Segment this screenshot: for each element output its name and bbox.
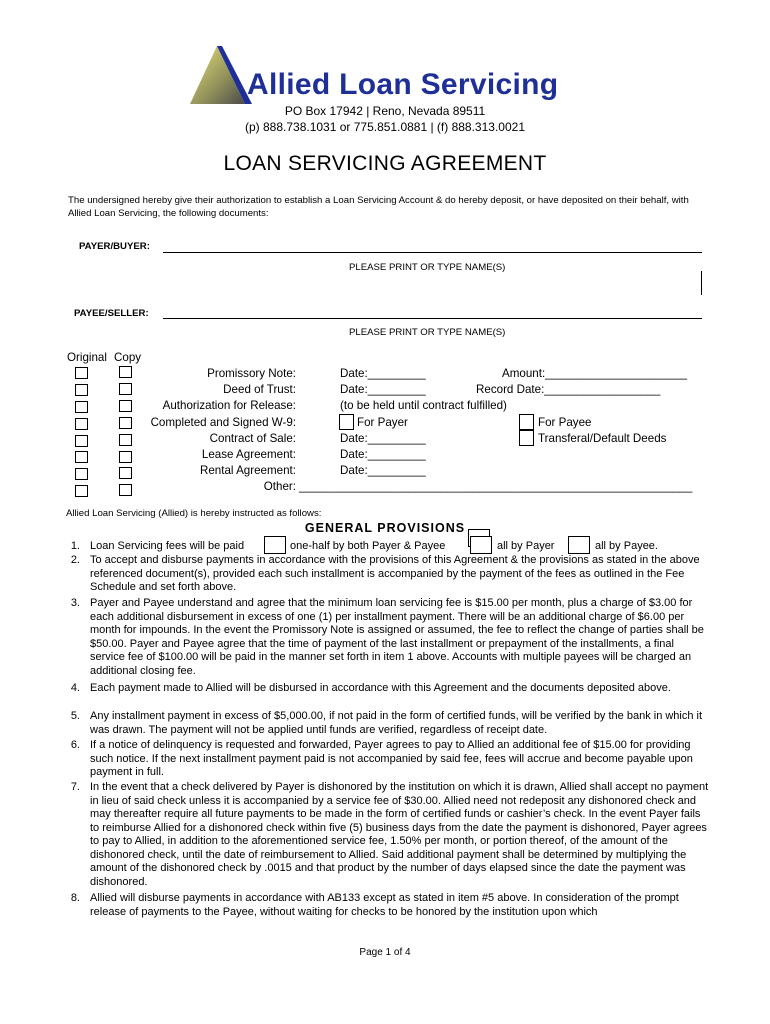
original-checkbox[interactable] [75, 435, 88, 447]
original-checkbox[interactable] [75, 384, 88, 396]
provision-text: Payer and Payee understand and agree that the minimum loan servicing fee is $15.00 per month, plus a charge of $3.00 for each additional disbursement in excess of one (1) per installment payment. There will be an additional charge of $6.00 per month for impounds. In the event the Promissory Note is assigned or assumed, the fee to reflect the change of parties shall be $50.00. Payer and Payee agree that the time of payment of the last installment or prepayment of the installments, a final service fee of $100.00 will be paid in the manner set forth in item 1 above. Accounts with multiple payees will be charged an additional closing fee. [90, 597, 704, 677]
page-number: Page 1 of 4 [359, 947, 411, 958]
provision-number: 8. [70, 892, 80, 904]
copy-checkbox[interactable] [119, 417, 132, 429]
copy-checkbox[interactable] [119, 366, 132, 378]
copy-checkbox[interactable] [119, 400, 132, 412]
original-checkbox[interactable] [75, 367, 88, 379]
original-checkbox[interactable] [75, 485, 88, 497]
contract-of-sale-date[interactable]: Date:_________ [340, 432, 426, 445]
instructed-text: Allied Loan Servicing (Allied) is hereby instructed as follows: [66, 508, 322, 519]
page-title: LOAN SERVICING AGREEMENT [223, 152, 547, 175]
w9-payer-label: For Payer [357, 416, 408, 429]
w9-payee-label: For Payee [538, 416, 592, 429]
document-label: Completed and Signed W-9: [150, 416, 296, 429]
transferal-deeds-checkbox[interactable] [519, 430, 534, 446]
provision-number: 7. [70, 781, 80, 793]
document-label: Lease Agreement: [201, 448, 296, 461]
provision-number: 6. [70, 739, 80, 751]
payer-hint: PLEASE PRINT OR TYPE NAME(S) [349, 262, 506, 273]
company-phones: (p) 888.738.1031 or 775.851.0881 | (f) 888.313.0021 [244, 120, 525, 134]
intro-paragraph: The undersigned hereby give their authorization to establish a Loan Servicing Account & do hereby deposit, or have deposited on their behalf, with Allied Loan Servicing, the following documents: [68, 195, 689, 219]
payer-name-line[interactable] [163, 252, 702, 253]
document-label: Rental Agreement: [199, 464, 296, 477]
provision-number: 5. [70, 710, 80, 722]
original-column-header: Original [67, 351, 107, 364]
transferal-deeds-label: Transferal/Default Deeds [538, 432, 667, 445]
company-address: PO Box 17942 | Reno, Nevada 89511 [284, 104, 486, 118]
provision-text: If a notice of delinquency is requested and forwarded, Payer agrees to pay to Allied an additional fee of $15.00 for providing such notice. If the next installment payment paid is not accompanied by said fee, fees will accrue and become payable upon payment in full. [90, 739, 693, 778]
provision-number: 3. [70, 597, 80, 609]
copy-checkbox[interactable] [119, 467, 132, 479]
copy-checkbox[interactable] [119, 434, 132, 446]
provision-number: 2. [70, 554, 80, 566]
rental-agreement-date[interactable]: Date:_________ [340, 464, 426, 477]
document-label: Deed of Trust: [223, 383, 296, 396]
fee-payee-checkbox[interactable] [568, 536, 590, 554]
document-label: Promissory Note: [207, 367, 296, 380]
promissory-note-date[interactable]: Date:_________ [340, 367, 426, 380]
original-checkbox[interactable] [75, 401, 88, 413]
provision-text: In the event that a check delivered by Payer is dishonored by the institution on which it is drawn, Allied shall accept no payment in lieu of said check unless it is accompanied by a service fee of $30.00. Allied need not redeposit any dishonored check and may thereafter require all future payments to be made in the form of certified funds or cashier’s check. In the event Payer fails to reimburse Allied for a dishonored check within five (5) business days from the date the payment is dishonored, Payer agrees to pay to Allied, in addition to the aforementioned service fee, 1.50% per month, or portion thereof, of the amount of the dishonored check, until the date of reimbursement to Allied. Said additional payment shall be determined by multiplying the amount of the dishonored check by .0015 and that product by the number of days elapsed since the date the payment was dishonored. [90, 781, 709, 888]
payee-hint: PLEASE PRINT OR TYPE NAME(S) [349, 327, 506, 338]
payee-label: PAYEE/SELLER: [74, 308, 149, 319]
copy-checkbox[interactable] [119, 383, 132, 395]
fee-payer-checkbox[interactable] [470, 536, 492, 554]
provision-number: 4. [70, 682, 80, 694]
other-document-line[interactable]: _____________________________________________________________ [299, 480, 693, 493]
provision-text: Each payment made to Allied will be disbursed in accordance with this Agreement and the documents deposited above. [90, 682, 671, 694]
deed-of-trust-date[interactable]: Date:_________ [340, 383, 426, 396]
fee-split-checkbox[interactable] [264, 536, 286, 554]
lease-agreement-date[interactable]: Date:_________ [340, 448, 426, 461]
general-provisions-heading: GENERAL PROVISIONS [304, 521, 466, 535]
fee-split-label: one-half by both Payer & Payee [290, 540, 446, 552]
w9-payee-checkbox[interactable] [519, 414, 534, 430]
original-checkbox[interactable] [75, 451, 88, 463]
payee-name-line[interactable] [163, 318, 702, 319]
fee-payer-label: all by Payer [497, 540, 555, 552]
document-label: Authorization for Release: [162, 399, 296, 412]
original-checkbox[interactable] [75, 468, 88, 480]
fee-payee-label: all by Payee. [595, 540, 658, 552]
payer-label: PAYER/BUYER: [79, 241, 150, 252]
provision-text: To accept and disburse payments in accordance with the provisions of this Agreement & the provisions as stated in the above referenced document(s), provided each such installment is accompanied by the payment of the fees as outlined in the Fee Schedule and set forth above. [90, 554, 700, 593]
copy-checkbox[interactable] [119, 484, 132, 496]
release-note: (to be held until contract fulfilled) [340, 399, 507, 412]
w9-payer-checkbox[interactable] [339, 414, 354, 430]
promissory-note-amount[interactable]: Amount:______________________ [502, 367, 688, 380]
copy-column-header: Copy [114, 351, 142, 364]
provision-number: 1. [70, 540, 80, 552]
provision-text: Allied will disburse payments in accordance with AB133 except as stated in item #5 above. In consideration of the prompt release of payments to the Payee, without waiting for checks to be honored by the institution upon which [90, 892, 679, 918]
document-label: Contract of Sale: [209, 432, 296, 445]
provision-text: Any installment payment in excess of $5,000.00, if not paid in the form of certified funds, will be verified by the bank in which it was drawn. The payment will not be applied until funds are verified, regardless of receipt date. [90, 710, 703, 736]
document-label: Other: [263, 480, 296, 493]
original-checkbox[interactable] [75, 418, 88, 430]
text-cursor-mark [701, 271, 702, 295]
fee-options-prefix: Loan Servicing fees will be paid [90, 540, 245, 552]
deed-record-date[interactable]: Record Date:__________________ [476, 383, 661, 396]
copy-checkbox[interactable] [119, 451, 132, 463]
brand-name: Allied Loan Servicing [247, 68, 559, 101]
